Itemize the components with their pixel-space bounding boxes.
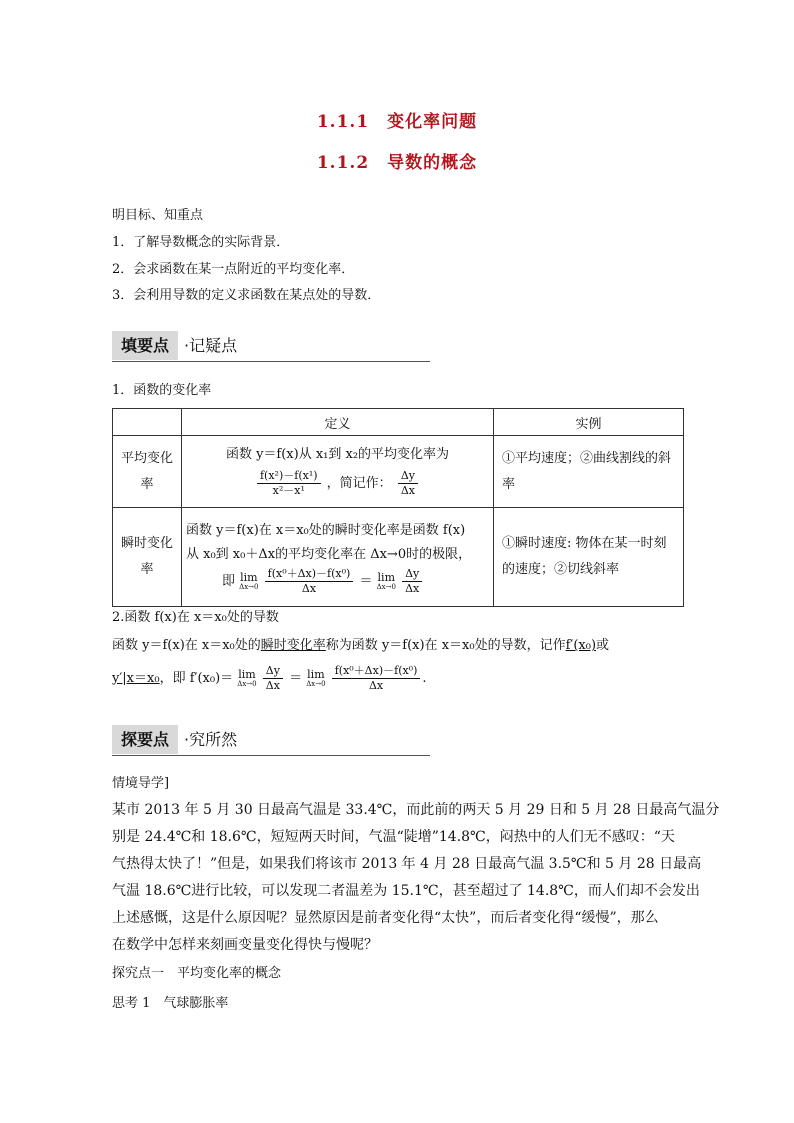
derivative-fraction: $\frac{\text{f(x⁰＋Δx)－f(x⁰)}}{\Delta x}$ — [332, 664, 421, 693]
objective-item: 2．会求函数在某一点附近的平均变化率． — [112, 262, 355, 277]
table-row-instant: 瞬时变化率 函数 y＝f(x)在 x＝x₀处的瞬时变化率是函数 f(x) 从 x₀到 x₀＋Δx的平均变化率在 Δx→0时的极限， 即 lim Δx→0 $\frac{\text{f(x⁰＋Δx)－f(x⁰)}}{\Delta x}$ ＝ lim Δx→0 $\frac{\Delta y}{\Delta x}$ ①瞬时速度: 物体在某一时刻的速度；②切线斜率 — [113, 508, 684, 607]
inst-definition-line2: 从 x₀到 x₀＋Δx的平均变化率在 Δx→0时的极限， — [186, 546, 472, 562]
delta-fraction: $\frac{\Delta y}{\Delta x}$ — [263, 664, 283, 693]
avg-example: ①平均速度；②曲线割线的斜率 — [494, 436, 684, 508]
inst-fraction: $\frac{\text{f(x⁰＋Δx)－f(x⁰)}}{\Delta x}$ — [265, 567, 354, 596]
delta-fraction: $\frac{\Delta y}{\Delta x}$ — [402, 567, 422, 596]
section-tag: 探要点 — [112, 725, 178, 754]
explore-point-heading: 探究点一 平均变化率的概念 — [112, 966, 282, 981]
limit-operator: lim Δx→0 — [239, 570, 259, 591]
section-header-fill-points — [112, 331, 430, 362]
avg-fraction: $\frac{\text{f(x²)－f(x¹)}}{\text{x²－x¹}}$ — [257, 469, 321, 498]
intro-label: 情境导学] — [112, 776, 170, 791]
inst-definition-line1: 函数 y＝f(x)在 x＝x₀处的瞬时变化率是函数 f(x) — [186, 522, 466, 538]
limit-operator: lim Δx→0 — [237, 668, 257, 688]
inst-example: ①瞬时速度: 物体在某一时刻的速度；②切线斜率 — [494, 508, 684, 607]
section-subtitle: ·记疑点 — [184, 336, 238, 355]
derivative-definition-line2: y′|x＝x₀，即 f′(x₀)＝ lim Δx→0 $\frac{\Delta y}{\Delta x}$ ＝ lim Δx→0 $\frac{\text{f(x⁰＋Δx)－f(x⁰)}}{\Delta x}$ . — [112, 664, 427, 692]
table-header-definition: 定义 — [182, 409, 494, 436]
objectives-heading: 明目标、知重点 — [112, 208, 204, 223]
row-name-average: 平均变化率 — [113, 436, 182, 508]
rate-heading: 1．函数的变化率 — [112, 383, 212, 398]
section-tag: 填要点 — [112, 331, 178, 360]
limit-operator: lim Δx→0 — [376, 570, 396, 591]
objective-item: 3．会利用导数的定义求函数在某点处的导数． — [112, 288, 381, 303]
table-header-example: 实例 — [494, 409, 684, 436]
rate-definition-table — [112, 408, 684, 607]
section-header-explore-points — [112, 725, 430, 756]
row-name-instant: 瞬时变化率 — [113, 508, 182, 607]
title-section-1-1-2: 1.1.2 导数的概念 — [316, 153, 478, 173]
think-heading: 思考 1 气球膨胀率 — [112, 996, 229, 1011]
delta-fraction: $\frac{\Delta y}{\Delta x}$ — [398, 469, 418, 498]
table-row-average: 平均变化率 函数 y＝f(x)从 x₁到 x₂的平均变化率为 $\frac{\text{f(x²)－f(x¹)}}{\text{x²－x¹}}$ ，简记作： $\frac{\Delta y}{\Delta x}$ ①平均速度；②曲线割线的斜率 — [113, 436, 684, 508]
objective-item: 1．了解导数概念的实际背景． — [112, 235, 290, 250]
derivative-heading: 2.函数 f(x)在 x＝x₀处的导数 — [112, 610, 279, 625]
avg-definition-text: 函数 y＝f(x)从 x₁到 x₂的平均变化率为 — [225, 447, 450, 462]
section-subtitle: ·究所然 — [184, 730, 238, 749]
limit-operator: lim Δx→0 — [306, 668, 326, 688]
derivative-definition-line1: 函数 y＝f(x)在 x＝x₀处的瞬时变化率称为函数 y＝f(x)在 x＝x₀处的导数，记作f′(x₀)或 — [112, 638, 610, 653]
title-section-1-1-1: 1.1.1 变化率问题 — [316, 112, 478, 132]
intro-paragraph: 某市 2013 年 5 月 30 日最高气温是 33.4℃，而此前的两天 5 月 29 日和 5 月 28 日最高气温分 别是 24.4℃和 18.6℃，短短两天时间，气温“陡增”14.8℃，闷热中的人们无不感叹：“天 气热得太快了！”但是，如果我们将该市 2013 年 4 月 28 日最高气温 3.5℃和 5 月 28 日最高 气温 18.6℃进行比较，可以发现二者温差为 15.1℃，甚至超过了 14.8℃，而人们却不会发出 上述感慨，这是什么原因呢？显然原因是前者变化得“太快”，而后者变化得“缓慢”，那么 在数学中怎样来刻画变量变化得快与慢呢？ — [112, 802, 720, 953]
